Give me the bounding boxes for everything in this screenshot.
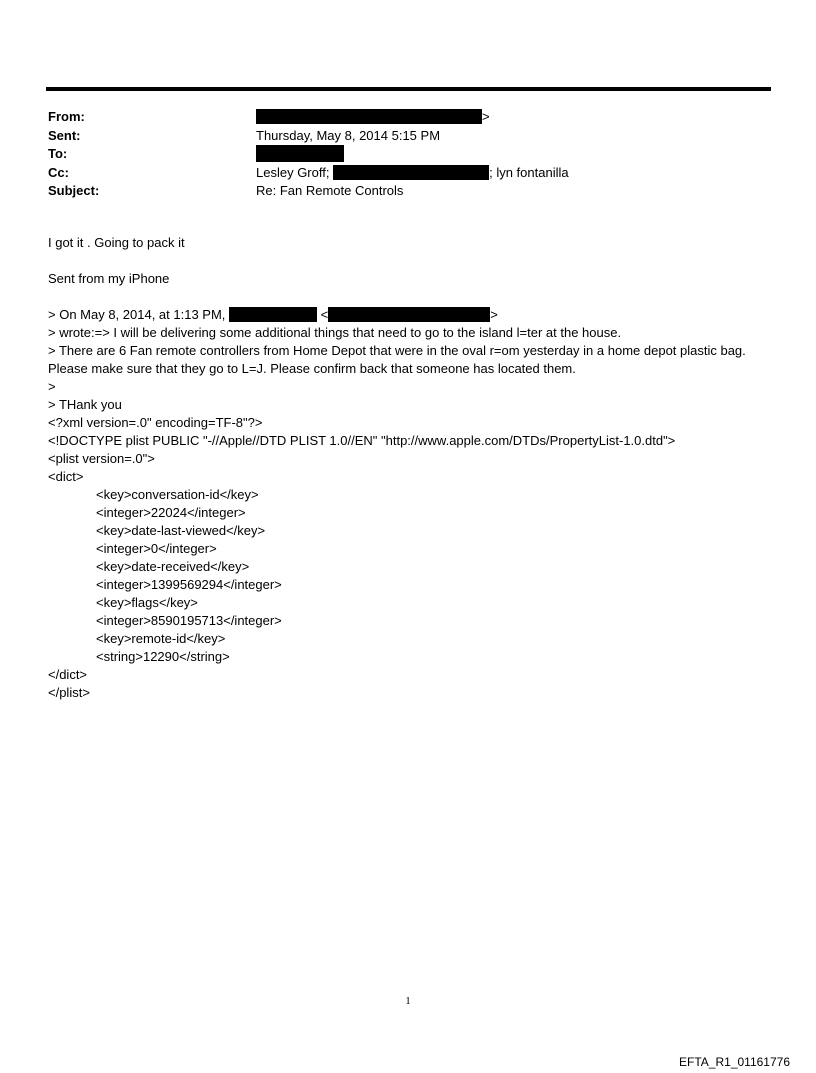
from-row [48,108,748,127]
page-number: 1 [405,995,411,1007]
redaction-box [333,165,489,180]
to-row [48,145,748,164]
redaction-box [256,109,482,124]
signature-line: Sent from my iPhone [48,271,170,286]
xml-line: <key>date-last-viewed</key> [96,523,266,538]
xml-line: <key>date-received</key> [96,559,250,574]
xml-line: <integer>1399569294</integer> [96,577,282,592]
spacer [48,252,768,270]
subject-value: Re: Fan Remote Controls [256,183,404,198]
email-body [48,234,768,702]
quote-intro: > On May 8, 2014, at 1:13 PM, [48,307,226,322]
xml-line: <?xml version=.0" encoding=TF-8"?> [48,415,263,430]
xml-line: <key>conversation-id</key> [96,487,259,502]
from-label: From: [48,109,85,124]
xml-line: <!DOCTYPE plist PUBLIC "-//Apple//DTD PLIST 1.0//EN" "http://www.apple.com/DTDs/PropertyList-1.0.dtd"> [48,433,676,448]
from-value [256,108,490,127]
xml-line: <key>flags</key> [96,595,198,610]
xml-line: <key>remote-id</key> [96,631,226,646]
quote-line: > There are 6 Fan remote controllers from Home Depot that were in the oval r=om yesterday in a home depot plastic bag. Please make sure that they go to L=J. Please confirm back that someone has located them. [48,343,746,376]
email-header [48,108,748,201]
cc-suffix: ; lyn fontanilla [489,164,569,180]
xml-line: <plist version=.0"> [48,451,155,466]
xml-line: <string>12290</string> [96,649,230,664]
body-line: I got it . Going to pack it [48,235,185,250]
sent-label: Sent: [48,127,81,143]
subject-label: Subject: [48,183,100,198]
redaction-box [328,307,490,322]
to-label: To: [48,146,68,161]
redaction-box [229,307,317,322]
quote-line: > THank you [48,397,122,412]
cc-prefix: Lesley Groff; [256,164,330,180]
xml-line: <integer>22024</integer> [96,505,246,520]
quote-line: > [48,379,56,394]
xml-line: <dict> [48,469,84,484]
cc-value [256,164,569,183]
sent-row [48,127,748,146]
document-id: EFTA_R1_01161776 [679,1055,790,1069]
header-rule [46,87,771,91]
quote-gt: > [490,307,498,322]
redaction-box [256,145,344,162]
subject-row [48,182,748,201]
quote-line: > wrote:=> I will be delivering some additional things that need to go to the island l=ter at the house. [48,325,622,340]
to-value [256,145,344,164]
xml-line: </plist> [48,685,90,700]
cc-row [48,164,748,183]
xml-line: <integer>0</integer> [96,541,217,556]
xml-line: <integer>8590195713</integer> [96,613,282,628]
quote-intro-line [48,306,768,324]
quote-lt: < [320,307,329,322]
sent-value: Thursday, May 8, 2014 5:15 PM [256,127,441,143]
xml-line: </dict> [48,667,88,682]
from-suffix: > [482,109,490,124]
cc-label: Cc: [48,164,69,180]
spacer [48,288,768,306]
